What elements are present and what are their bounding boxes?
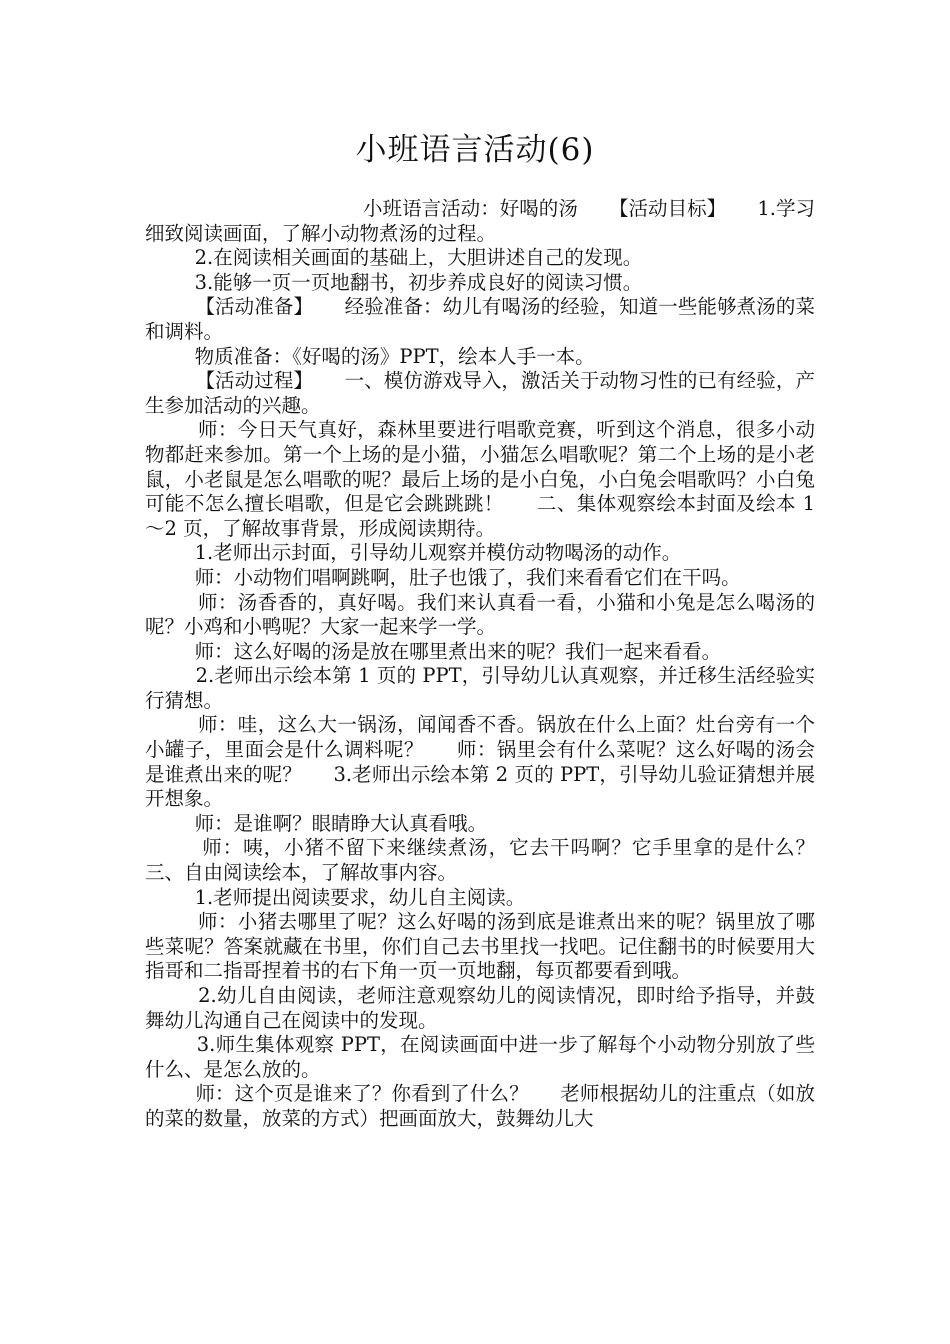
paragraph: 师：这个页是谁来了？你看到了什么？ 老师根据幼儿的注重点（如放的菜的数量，放菜的方式）把画面放大，鼓舞幼儿大 <box>145 1082 815 1130</box>
paragraph: 【活动准备】 经验准备：幼儿有喝汤的经验，知道一些能够煮汤的菜和调料。 <box>145 295 815 343</box>
paragraph: 1.老师提出阅读要求，幼儿自主阅读。 <box>145 885 526 909</box>
paragraph: 2.老师出示绘本第 1 页的 PPT，引导幼儿认真观察，并迁移生活经验实行猜想。 <box>145 664 815 712</box>
paragraph: 小班语言活动：好喝的汤 【活动目标】 1.学习细致阅读画面，了解小动物煮汤的过程。 <box>145 197 815 245</box>
document-title: 小班语言活动(6) <box>355 132 595 168</box>
paragraph: 师：这么好喝的汤是放在哪里煮出来的呢？我们一起来看看。 <box>145 639 722 663</box>
paragraph: 3.师生集体观察 PPT，在阅读画面中进一步了解每个小动物分别放了些什么、是怎么放的。 <box>145 1033 815 1081</box>
paragraph: 2.幼儿自由阅读，老师注意观察幼儿的阅读情况，即时给予指导，并鼓舞幼儿沟通自己在阅读中的发现。 <box>145 984 815 1032</box>
paragraph: 师：小猪去哪里了呢？这么好喝的汤到底是谁煮出来的呢？锅里放了哪些菜呢？答案就藏在书里，你们自己去书里找一找吧。记住翻书的时候要用大指哥和二指哥捏着书的右下角一页一页地翻，每页都要看到哦。 <box>145 910 815 983</box>
document-body <box>145 197 846 1132</box>
paragraph: 师：是谁啊？眼睛睁大认真看哦。 <box>145 811 488 835</box>
paragraph: 3.能够一页一页地翻书，初步养成良好的阅读习惯。 <box>145 270 643 294</box>
paragraph: 师：哇，这么大一锅汤，闻闻香不香。锅放在什么上面？灶台旁有一个小罐子，里面会是什么调料呢？ 师：锅里会有什么菜呢？这么好喝的汤会是谁煮出来的呢？ 3.老师出示绘本第 2 页的 PPT，引导幼儿验证猜想并展开想象。 <box>145 713 815 811</box>
paragraph: 师：咦，小猪不留下来继续煮汤，它去干吗啊？它手里拿的是什么？ 三、自由阅读绘本，了解故事内容。 <box>145 836 846 885</box>
paragraph: 师：小动物们唱啊跳啊，肚子也饿了，我们来看看它们在干吗。 <box>145 565 741 589</box>
paragraph: 2.在阅读相关画面的基础上，大胆讲述自己的发现。 <box>145 246 643 270</box>
paragraph: 师：汤香香的，真好喝。我们来认真看一看，小猫和小兔是怎么喝汤的呢？小鸡和小鸭呢？大家一起来学一学。 <box>145 590 815 639</box>
paragraph: 物质准备：《好喝的汤》PPT，绘本人手一本。 <box>145 344 595 368</box>
paragraph: 【活动过程】 一、模仿游戏导入，激活关于动物习性的已有经验，产生参加活动的兴趣。 <box>145 369 815 417</box>
paragraph: 1.老师出示封面，引导幼儿观察并模仿动物喝汤的动作。 <box>145 541 682 565</box>
paragraph: 师：今日天气真好，森林里要进行唱歌竞赛，听到这个消息，很多小动物都赶来参加。第一个上场的是小猫，小猫怎么唱歌呢？第二个上场的是小老鼠，小老鼠是怎么唱歌的呢？最后上场的是小白兔，小白兔会唱歌吗？小白兔可能不怎么擅长唱歌，但是它会跳跳跳！ 二、集体观察绘本封面及绘本 1～2 页，了解故事背景，形成阅读期待。 <box>145 418 815 540</box>
